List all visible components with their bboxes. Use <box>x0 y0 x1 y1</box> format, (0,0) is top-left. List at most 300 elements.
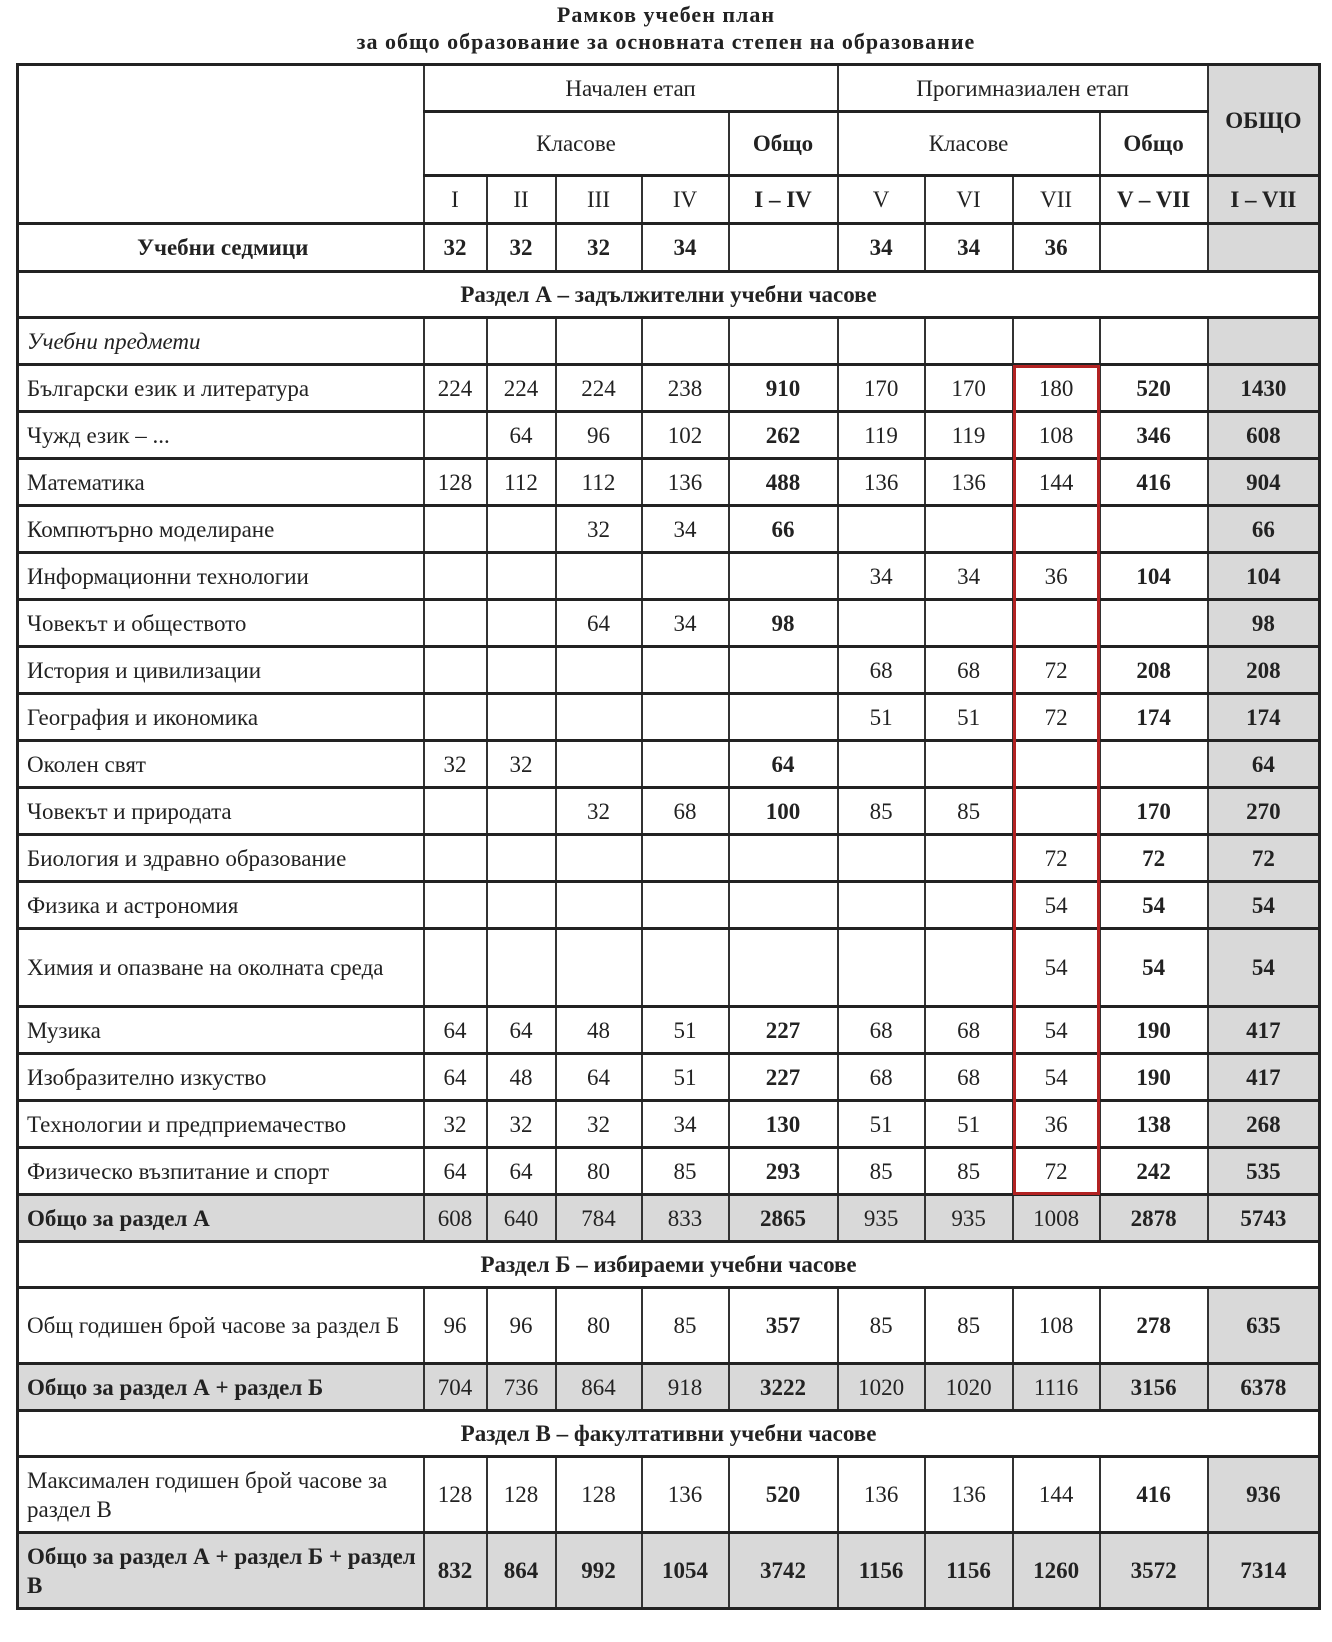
value-cell: 144 <box>1013 1457 1100 1533</box>
value-cell: 32 <box>556 224 642 272</box>
value-cell: 108 <box>1013 412 1100 459</box>
value-cell: 1008 <box>1013 1195 1100 1242</box>
section-a-row-title: Раздел А – задължителни учебни часове <box>18 272 1320 318</box>
value-cell <box>925 741 1013 788</box>
value-cell: 1430 <box>1208 365 1320 412</box>
grade-header: VII <box>1013 176 1100 224</box>
value-cell: 32 <box>556 788 642 835</box>
value-cell: 520 <box>729 1457 838 1533</box>
row-label: История и цивилизации <box>18 647 424 694</box>
subject-row <box>18 506 1320 553</box>
value-cell: 1156 <box>925 1533 1013 1609</box>
value-cell: 72 <box>1013 647 1100 694</box>
value-cell: 357 <box>729 1288 838 1364</box>
row-label: Човекът и обществото <box>18 600 424 647</box>
total-a-row <box>18 1195 1320 1242</box>
subjects-label-row <box>18 318 1320 365</box>
value-cell: 416 <box>1100 1457 1208 1533</box>
value-cell <box>556 882 642 929</box>
empty-cell <box>487 318 556 365</box>
value-cell: 51 <box>838 1101 925 1148</box>
value-cell: 85 <box>642 1148 729 1195</box>
value-cell: 85 <box>925 1288 1013 1364</box>
value-cell <box>925 929 1013 1007</box>
subject-row <box>18 647 1320 694</box>
value-cell: 54 <box>1013 882 1100 929</box>
value-cell: 72 <box>1013 835 1100 882</box>
empty-cell <box>642 318 729 365</box>
value-cell <box>556 647 642 694</box>
value-cell: 174 <box>1100 694 1208 741</box>
value-cell: 136 <box>642 1457 729 1533</box>
value-cell: 32 <box>487 1101 556 1148</box>
value-cell <box>1013 741 1100 788</box>
value-cell: 54 <box>1208 929 1320 1007</box>
value-cell <box>1100 506 1208 553</box>
value-cell: 96 <box>424 1288 487 1364</box>
value-cell <box>729 553 838 600</box>
value-cell <box>487 506 556 553</box>
value-cell: 535 <box>1208 1148 1320 1195</box>
value-cell <box>729 647 838 694</box>
value-cell: 119 <box>925 412 1013 459</box>
value-cell: 224 <box>424 365 487 412</box>
value-cell: 64 <box>424 1007 487 1054</box>
value-cell: 104 <box>1208 553 1320 600</box>
section-v-row-title: Раздел В – факултативни учебни часове <box>18 1411 1320 1457</box>
value-cell: 32 <box>556 1101 642 1148</box>
empty-cell <box>1208 318 1320 365</box>
value-cell: 68 <box>838 1054 925 1101</box>
weeks-row <box>18 224 1320 272</box>
subject-row <box>18 788 1320 835</box>
value-cell <box>642 835 729 882</box>
value-cell: 3156 <box>1100 1364 1208 1411</box>
value-cell <box>556 553 642 600</box>
value-cell: 138 <box>1100 1101 1208 1148</box>
value-cell: 1156 <box>838 1533 925 1609</box>
row-label: Български език и литература <box>18 365 424 412</box>
section-a-row <box>18 272 1320 318</box>
value-cell: 98 <box>1208 600 1320 647</box>
value-cell: 935 <box>838 1195 925 1242</box>
value-cell <box>642 553 729 600</box>
value-cell: 784 <box>556 1195 642 1242</box>
row-label: Информационни технологии <box>18 553 424 600</box>
value-cell: 170 <box>1100 788 1208 835</box>
value-cell: 51 <box>838 694 925 741</box>
subject-row <box>18 412 1320 459</box>
value-cell: 34 <box>925 224 1013 272</box>
value-cell: 864 <box>487 1533 556 1609</box>
subject-row <box>18 835 1320 882</box>
value-cell: 170 <box>925 365 1013 412</box>
grade-header: V – VII <box>1100 176 1208 224</box>
value-cell: 170 <box>838 365 925 412</box>
value-cell <box>424 647 487 694</box>
value-cell: 112 <box>556 459 642 506</box>
value-cell: 608 <box>424 1195 487 1242</box>
value-cell: 130 <box>729 1101 838 1148</box>
value-cell <box>424 929 487 1007</box>
value-cell <box>838 929 925 1007</box>
empty-cell <box>925 318 1013 365</box>
value-cell <box>556 835 642 882</box>
value-cell: 34 <box>642 224 729 272</box>
value-cell: 85 <box>838 788 925 835</box>
value-cell: 48 <box>487 1054 556 1101</box>
grade-header: V <box>838 176 925 224</box>
value-cell: 85 <box>838 1148 925 1195</box>
value-cell: 34 <box>642 600 729 647</box>
section-b-hours-row <box>18 1288 1320 1364</box>
subject-row <box>18 1007 1320 1054</box>
value-cell <box>925 882 1013 929</box>
value-cell: 85 <box>642 1288 729 1364</box>
value-cell: 238 <box>642 365 729 412</box>
value-cell: 102 <box>642 412 729 459</box>
row-label: Околен свят <box>18 741 424 788</box>
value-cell: 7314 <box>1208 1533 1320 1609</box>
row-label: Биология и здравно образование <box>18 835 424 882</box>
value-cell: 64 <box>556 600 642 647</box>
value-cell: 416 <box>1100 459 1208 506</box>
value-cell: 2878 <box>1100 1195 1208 1242</box>
value-cell <box>1208 224 1320 272</box>
empty-cell <box>556 318 642 365</box>
value-cell: 72 <box>1013 1148 1100 1195</box>
value-cell: 80 <box>556 1148 642 1195</box>
value-cell: 72 <box>1100 835 1208 882</box>
value-cell: 54 <box>1100 929 1208 1007</box>
value-cell: 704 <box>424 1364 487 1411</box>
value-cell: 224 <box>556 365 642 412</box>
row-label: Компютърно моделиране <box>18 506 424 553</box>
value-cell: 104 <box>1100 553 1208 600</box>
stage-progymnasium: Прогимназиален етап <box>838 65 1208 112</box>
value-cell <box>838 506 925 553</box>
value-cell <box>642 694 729 741</box>
value-cell <box>1013 600 1100 647</box>
value-cell <box>556 694 642 741</box>
header-empty-cell <box>18 65 424 224</box>
value-cell <box>487 882 556 929</box>
value-cell <box>838 882 925 929</box>
value-cell: 68 <box>925 1054 1013 1101</box>
value-cell: 34 <box>642 1101 729 1148</box>
subject-row <box>18 1054 1320 1101</box>
subject-row <box>18 553 1320 600</box>
value-cell: 1116 <box>1013 1364 1100 1411</box>
value-cell <box>487 929 556 1007</box>
classes-progymnasium: Класове <box>838 112 1100 176</box>
value-cell: 64 <box>487 412 556 459</box>
value-cell <box>925 506 1013 553</box>
value-cell: 96 <box>556 412 642 459</box>
grade-header: VI <box>925 176 1013 224</box>
value-cell: 34 <box>838 224 925 272</box>
subject-row <box>18 600 1320 647</box>
value-cell: 48 <box>556 1007 642 1054</box>
value-cell: 108 <box>1013 1288 1100 1364</box>
value-cell <box>424 600 487 647</box>
grade-header: I <box>424 176 487 224</box>
value-cell: 72 <box>1013 694 1100 741</box>
value-cell: 1260 <box>1013 1533 1100 1609</box>
section-b-row <box>18 1242 1320 1288</box>
value-cell: 3222 <box>729 1364 838 1411</box>
grade-header: II <box>487 176 556 224</box>
value-cell: 85 <box>925 1148 1013 1195</box>
subject-row <box>18 694 1320 741</box>
value-cell: 3742 <box>729 1533 838 1609</box>
value-cell: 833 <box>642 1195 729 1242</box>
row-label: Общо за раздел А <box>18 1195 424 1242</box>
stage-primary: Начален етап <box>424 65 838 112</box>
row-label: Музика <box>18 1007 424 1054</box>
value-cell: 992 <box>556 1533 642 1609</box>
value-cell <box>1100 600 1208 647</box>
value-cell: 85 <box>838 1288 925 1364</box>
value-cell <box>925 600 1013 647</box>
value-cell: 736 <box>487 1364 556 1411</box>
value-cell: 68 <box>838 647 925 694</box>
value-cell: 417 <box>1208 1054 1320 1101</box>
value-cell: 1020 <box>838 1364 925 1411</box>
total-ab-row <box>18 1364 1320 1411</box>
value-cell: 54 <box>1013 1007 1100 1054</box>
value-cell: 32 <box>424 1101 487 1148</box>
value-cell <box>556 929 642 1007</box>
value-cell: 1054 <box>642 1533 729 1609</box>
value-cell: 5743 <box>1208 1195 1320 1242</box>
value-cell: 136 <box>838 459 925 506</box>
value-cell <box>729 929 838 1007</box>
value-cell: 32 <box>487 741 556 788</box>
grade-header: I – IV <box>729 176 838 224</box>
value-cell: 72 <box>1208 835 1320 882</box>
value-cell: 346 <box>1100 412 1208 459</box>
value-cell: 51 <box>642 1007 729 1054</box>
value-cell <box>838 741 925 788</box>
document-subtitle: за общо образование за основната степен на образование <box>356 29 976 54</box>
value-cell: 51 <box>925 694 1013 741</box>
value-cell: 832 <box>424 1533 487 1609</box>
value-cell: 34 <box>642 506 729 553</box>
value-cell: 68 <box>925 647 1013 694</box>
subject-row <box>18 741 1320 788</box>
value-cell: 68 <box>642 788 729 835</box>
value-cell: 936 <box>1208 1457 1320 1533</box>
subtotal-primary-header: Общо <box>729 112 838 176</box>
row-label: Технологии и предприемачество <box>18 1101 424 1148</box>
value-cell: 32 <box>424 224 487 272</box>
grade-header: III <box>556 176 642 224</box>
value-cell <box>487 694 556 741</box>
value-cell: 36 <box>1013 224 1100 272</box>
value-cell: 136 <box>838 1457 925 1533</box>
value-cell: 278 <box>1100 1288 1208 1364</box>
value-cell <box>729 835 838 882</box>
row-label: Физика и астрономия <box>18 882 424 929</box>
value-cell: 34 <box>925 553 1013 600</box>
value-cell: 34 <box>838 553 925 600</box>
value-cell: 68 <box>925 1007 1013 1054</box>
value-cell: 128 <box>424 459 487 506</box>
value-cell: 64 <box>487 1007 556 1054</box>
row-label: География и икономика <box>18 694 424 741</box>
value-cell: 64 <box>424 1054 487 1101</box>
value-cell <box>729 882 838 929</box>
value-cell: 417 <box>1208 1007 1320 1054</box>
section-v-hours-row <box>18 1457 1320 1533</box>
value-cell <box>424 882 487 929</box>
value-cell: 935 <box>925 1195 1013 1242</box>
row-label: Изобразително изкуство <box>18 1054 424 1101</box>
value-cell: 208 <box>1100 647 1208 694</box>
value-cell: 36 <box>1013 553 1100 600</box>
value-cell: 128 <box>556 1457 642 1533</box>
empty-cell <box>1100 318 1208 365</box>
value-cell: 54 <box>1208 882 1320 929</box>
row-label: Общ годишен брой часове за раздел Б <box>18 1288 424 1364</box>
value-cell: 227 <box>729 1054 838 1101</box>
value-cell: 180 <box>1013 365 1100 412</box>
value-cell <box>487 553 556 600</box>
value-cell <box>642 929 729 1007</box>
value-cell <box>1013 506 1100 553</box>
value-cell: 64 <box>556 1054 642 1101</box>
value-cell: 144 <box>1013 459 1100 506</box>
empty-cell <box>838 318 925 365</box>
value-cell <box>487 647 556 694</box>
value-cell: 3572 <box>1100 1533 1208 1609</box>
value-cell: 85 <box>925 788 1013 835</box>
value-cell: 136 <box>925 1457 1013 1533</box>
value-cell: 32 <box>556 506 642 553</box>
value-cell: 2865 <box>729 1195 838 1242</box>
total-abv-row <box>18 1533 1320 1609</box>
grade-header: I – VII <box>1208 176 1320 224</box>
row-label: Максимален годишен брой часове за раздел В <box>18 1457 424 1533</box>
value-cell: 242 <box>1100 1148 1208 1195</box>
value-cell <box>1100 741 1208 788</box>
value-cell: 918 <box>642 1364 729 1411</box>
value-cell: 66 <box>1208 506 1320 553</box>
empty-cell <box>1013 318 1100 365</box>
value-cell: 64 <box>729 741 838 788</box>
value-cell: 190 <box>1100 1007 1208 1054</box>
value-cell: 54 <box>1100 882 1208 929</box>
subtotal-progymnasium-header: Общо <box>1100 112 1208 176</box>
section-v-row <box>18 1411 1320 1457</box>
value-cell: 32 <box>424 741 487 788</box>
value-cell: 119 <box>838 412 925 459</box>
value-cell: 51 <box>925 1101 1013 1148</box>
value-cell: 1020 <box>925 1364 1013 1411</box>
value-cell: 224 <box>487 365 556 412</box>
value-cell: 51 <box>642 1054 729 1101</box>
value-cell: 54 <box>1013 1054 1100 1101</box>
subject-row <box>18 882 1320 929</box>
section-b-row-title: Раздел Б – избираеми учебни часове <box>18 1242 1320 1288</box>
value-cell <box>642 647 729 694</box>
value-cell: 64 <box>1208 741 1320 788</box>
value-cell: 128 <box>424 1457 487 1533</box>
value-cell: 910 <box>729 365 838 412</box>
row-label: Химия и опазване на околната среда <box>18 929 424 1007</box>
value-cell: 864 <box>556 1364 642 1411</box>
value-cell <box>642 741 729 788</box>
value-cell: 112 <box>487 459 556 506</box>
subject-row <box>18 365 1320 412</box>
curriculum-table <box>16 63 1321 1610</box>
row-label: Човекът и природата <box>18 788 424 835</box>
value-cell <box>487 600 556 647</box>
value-cell: 293 <box>729 1148 838 1195</box>
value-cell: 640 <box>487 1195 556 1242</box>
value-cell <box>487 788 556 835</box>
value-cell: 270 <box>1208 788 1320 835</box>
value-cell: 6378 <box>1208 1364 1320 1411</box>
value-cell: 488 <box>729 459 838 506</box>
value-cell <box>424 835 487 882</box>
value-cell: 136 <box>925 459 1013 506</box>
value-cell: 32 <box>487 224 556 272</box>
row-label: Чужд език – ... <box>18 412 424 459</box>
subjects-label: Учебни предмети <box>18 318 424 365</box>
empty-cell <box>424 318 487 365</box>
value-cell: 96 <box>487 1288 556 1364</box>
value-cell: 36 <box>1013 1101 1100 1148</box>
value-cell: 174 <box>1208 694 1320 741</box>
classes-primary: Класове <box>424 112 729 176</box>
value-cell: 54 <box>1013 929 1100 1007</box>
value-cell <box>556 741 642 788</box>
value-cell <box>838 600 925 647</box>
value-cell: 190 <box>1100 1054 1208 1101</box>
value-cell: 68 <box>838 1007 925 1054</box>
value-cell <box>925 835 1013 882</box>
value-cell <box>1100 224 1208 272</box>
value-cell <box>424 412 487 459</box>
value-cell: 520 <box>1100 365 1208 412</box>
header-row-stages <box>18 65 1320 112</box>
value-cell: 635 <box>1208 1288 1320 1364</box>
value-cell <box>424 553 487 600</box>
value-cell: 136 <box>642 459 729 506</box>
empty-cell <box>729 318 838 365</box>
value-cell: 128 <box>487 1457 556 1533</box>
value-cell: 64 <box>424 1148 487 1195</box>
value-cell <box>642 882 729 929</box>
value-cell: 100 <box>729 788 838 835</box>
value-cell <box>1013 788 1100 835</box>
value-cell: 268 <box>1208 1101 1320 1148</box>
value-cell: 904 <box>1208 459 1320 506</box>
value-cell <box>838 835 925 882</box>
document-title: Рамков учебен план <box>556 2 776 27</box>
row-label: Общо за раздел А + раздел Б + раздел В <box>18 1533 424 1609</box>
value-cell <box>487 835 556 882</box>
subject-row <box>18 459 1320 506</box>
value-cell: 64 <box>487 1148 556 1195</box>
value-cell: 227 <box>729 1007 838 1054</box>
row-label: Учебни седмици <box>18 224 424 272</box>
grand-total-header: ОБЩО <box>1208 65 1320 176</box>
value-cell: 80 <box>556 1288 642 1364</box>
row-label: Физическо възпитание и спорт <box>18 1148 424 1195</box>
